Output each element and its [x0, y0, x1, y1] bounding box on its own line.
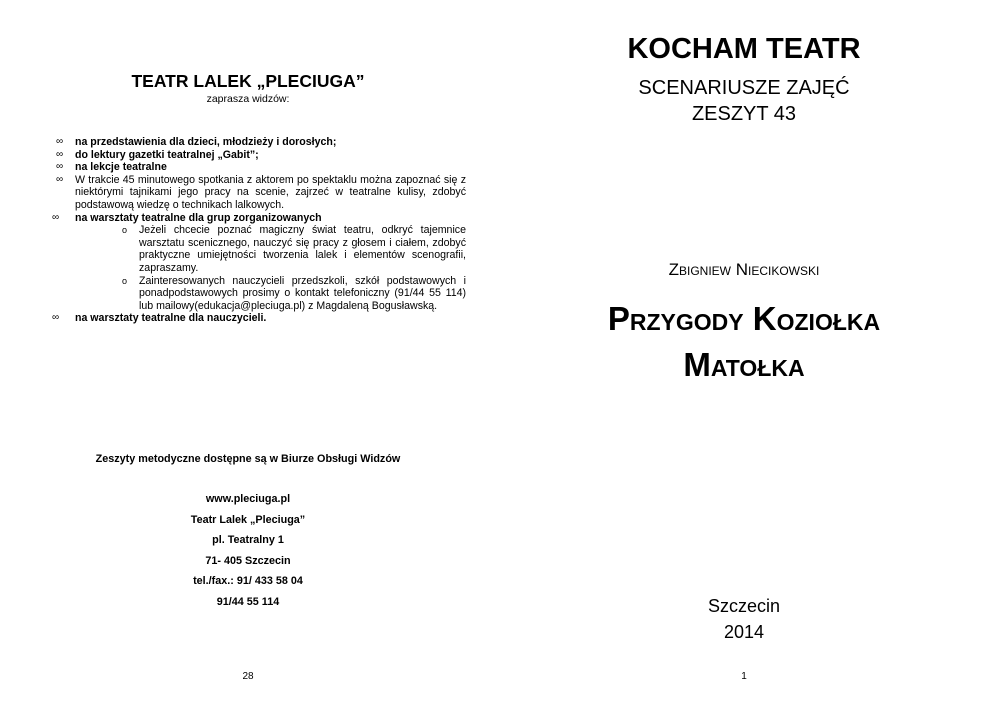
book-title-line: Przygody Koziołka: [607, 300, 881, 337]
offer-list: [52, 136, 466, 325]
street-address: pl. Teatralny 1: [212, 534, 284, 546]
postcode-city: 71- 405 Szczecin: [205, 554, 291, 567]
list-item: ∞ do lektury gazetki teatralnej „Gabit”;: [56, 148, 259, 161]
publication-city: Szczecin: [707, 596, 781, 616]
page-number: 28: [242, 671, 254, 682]
infinity-bullet-icon: ∞: [52, 211, 60, 223]
availability-note: Zeszyty metodyczne dostępne są w Biurze Obsługi Widzów: [95, 453, 401, 465]
series-subtitle: SCENARIUSZE ZAJĘĆ: [638, 77, 850, 99]
list-item: ∞ na warsztaty teatralne dla nauczycieli.: [52, 312, 267, 325]
infinity-bullet-icon: ∞: [52, 312, 60, 324]
list-item: o Zainteresowanych nauczycieli przedszkoli, szkół podstawowych i ponadpodstawowych prosimy o kontakt telefoniczny (91/44 55 114) lub mailowy(edukacja@pleciuga.pl) z Magdaleną Bogusławską.: [122, 274, 466, 312]
infinity-bullet-icon: ∞: [56, 173, 64, 185]
page-number: 1: [741, 671, 747, 682]
series-title: KOCHAM TEATR: [627, 33, 861, 65]
circle-bullet-icon: o: [122, 225, 128, 236]
phone-fax: tel./fax.: 91/ 433 58 04: [193, 575, 303, 587]
theatre-name: Teatr Lalek „Pleciuga”: [190, 513, 306, 526]
invitation-subtitle: zaprasza widzów:: [206, 93, 290, 105]
list-item: ∞ na lekcje teatralne: [56, 161, 167, 174]
theatre-title: TEATR LALEK „PLECIUGA”: [131, 71, 365, 91]
website-link: www.pleciuga.pl: [205, 493, 291, 505]
book-title-line: Matołka: [683, 346, 805, 383]
list-item: ∞ na przedstawienia dla dzieci, młodzieży i dorosłych;: [56, 136, 337, 148]
publication-year: 2014: [723, 622, 765, 642]
circle-bullet-icon: o: [122, 275, 128, 286]
author-name: Zbigniew Niecikowski: [668, 260, 820, 279]
issue-number: ZESZYT 43: [691, 103, 797, 125]
infinity-bullet-icon: ∞: [56, 136, 64, 147]
book-title: [496, 296, 992, 388]
list-item: o Jeżeli chcecie poznać magiczny świat teatru, odkryć tajemnice warsztatu scenicznego, nauczyć się pracy z głosem i ciałem, zdobyć praktyczne umiejętności tworzenia lalek i elementów scenografii, zapraszamy.: [122, 224, 466, 274]
infinity-bullet-icon: ∞: [56, 148, 64, 160]
list-item: ∞ W trakcie 45 minutowego spotkania z aktorem po spektaklu można zapoznać się z niektórymi tajnikami jego pracy na scenie, zajrzeć w teatralne kulisy, zdobyć podstawową wiedzę o technikach lalkowych.: [56, 173, 466, 211]
right-page: [496, 0, 992, 701]
workshop-sublist: [75, 224, 466, 312]
infinity-bullet-icon: ∞: [56, 161, 64, 173]
contact-block: [0, 489, 496, 612]
list-item: ∞ na warsztaty teatralne dla grup zorganizowanych o Jeżeli chcecie poznać magiczny świat teatru, odkryć tajemnice warsztatu scenicznego, nauczyć się pracy z głosem i ciałem, zdobyć praktyczne umiejętności tworzenia lalek i elementów scenografii, zapraszamy. o Zainteresowanych nauczycieli przedszkoli, szkół podstawowych i ponadpodstawowych prosimy o kontakt telefoniczny (91/44 55 114) lub mailowy(edukacja@pleciuga.pl) z Magdaleną Bogusławską.: [52, 211, 466, 312]
phone-secondary: 91/44 55 114: [216, 595, 280, 608]
